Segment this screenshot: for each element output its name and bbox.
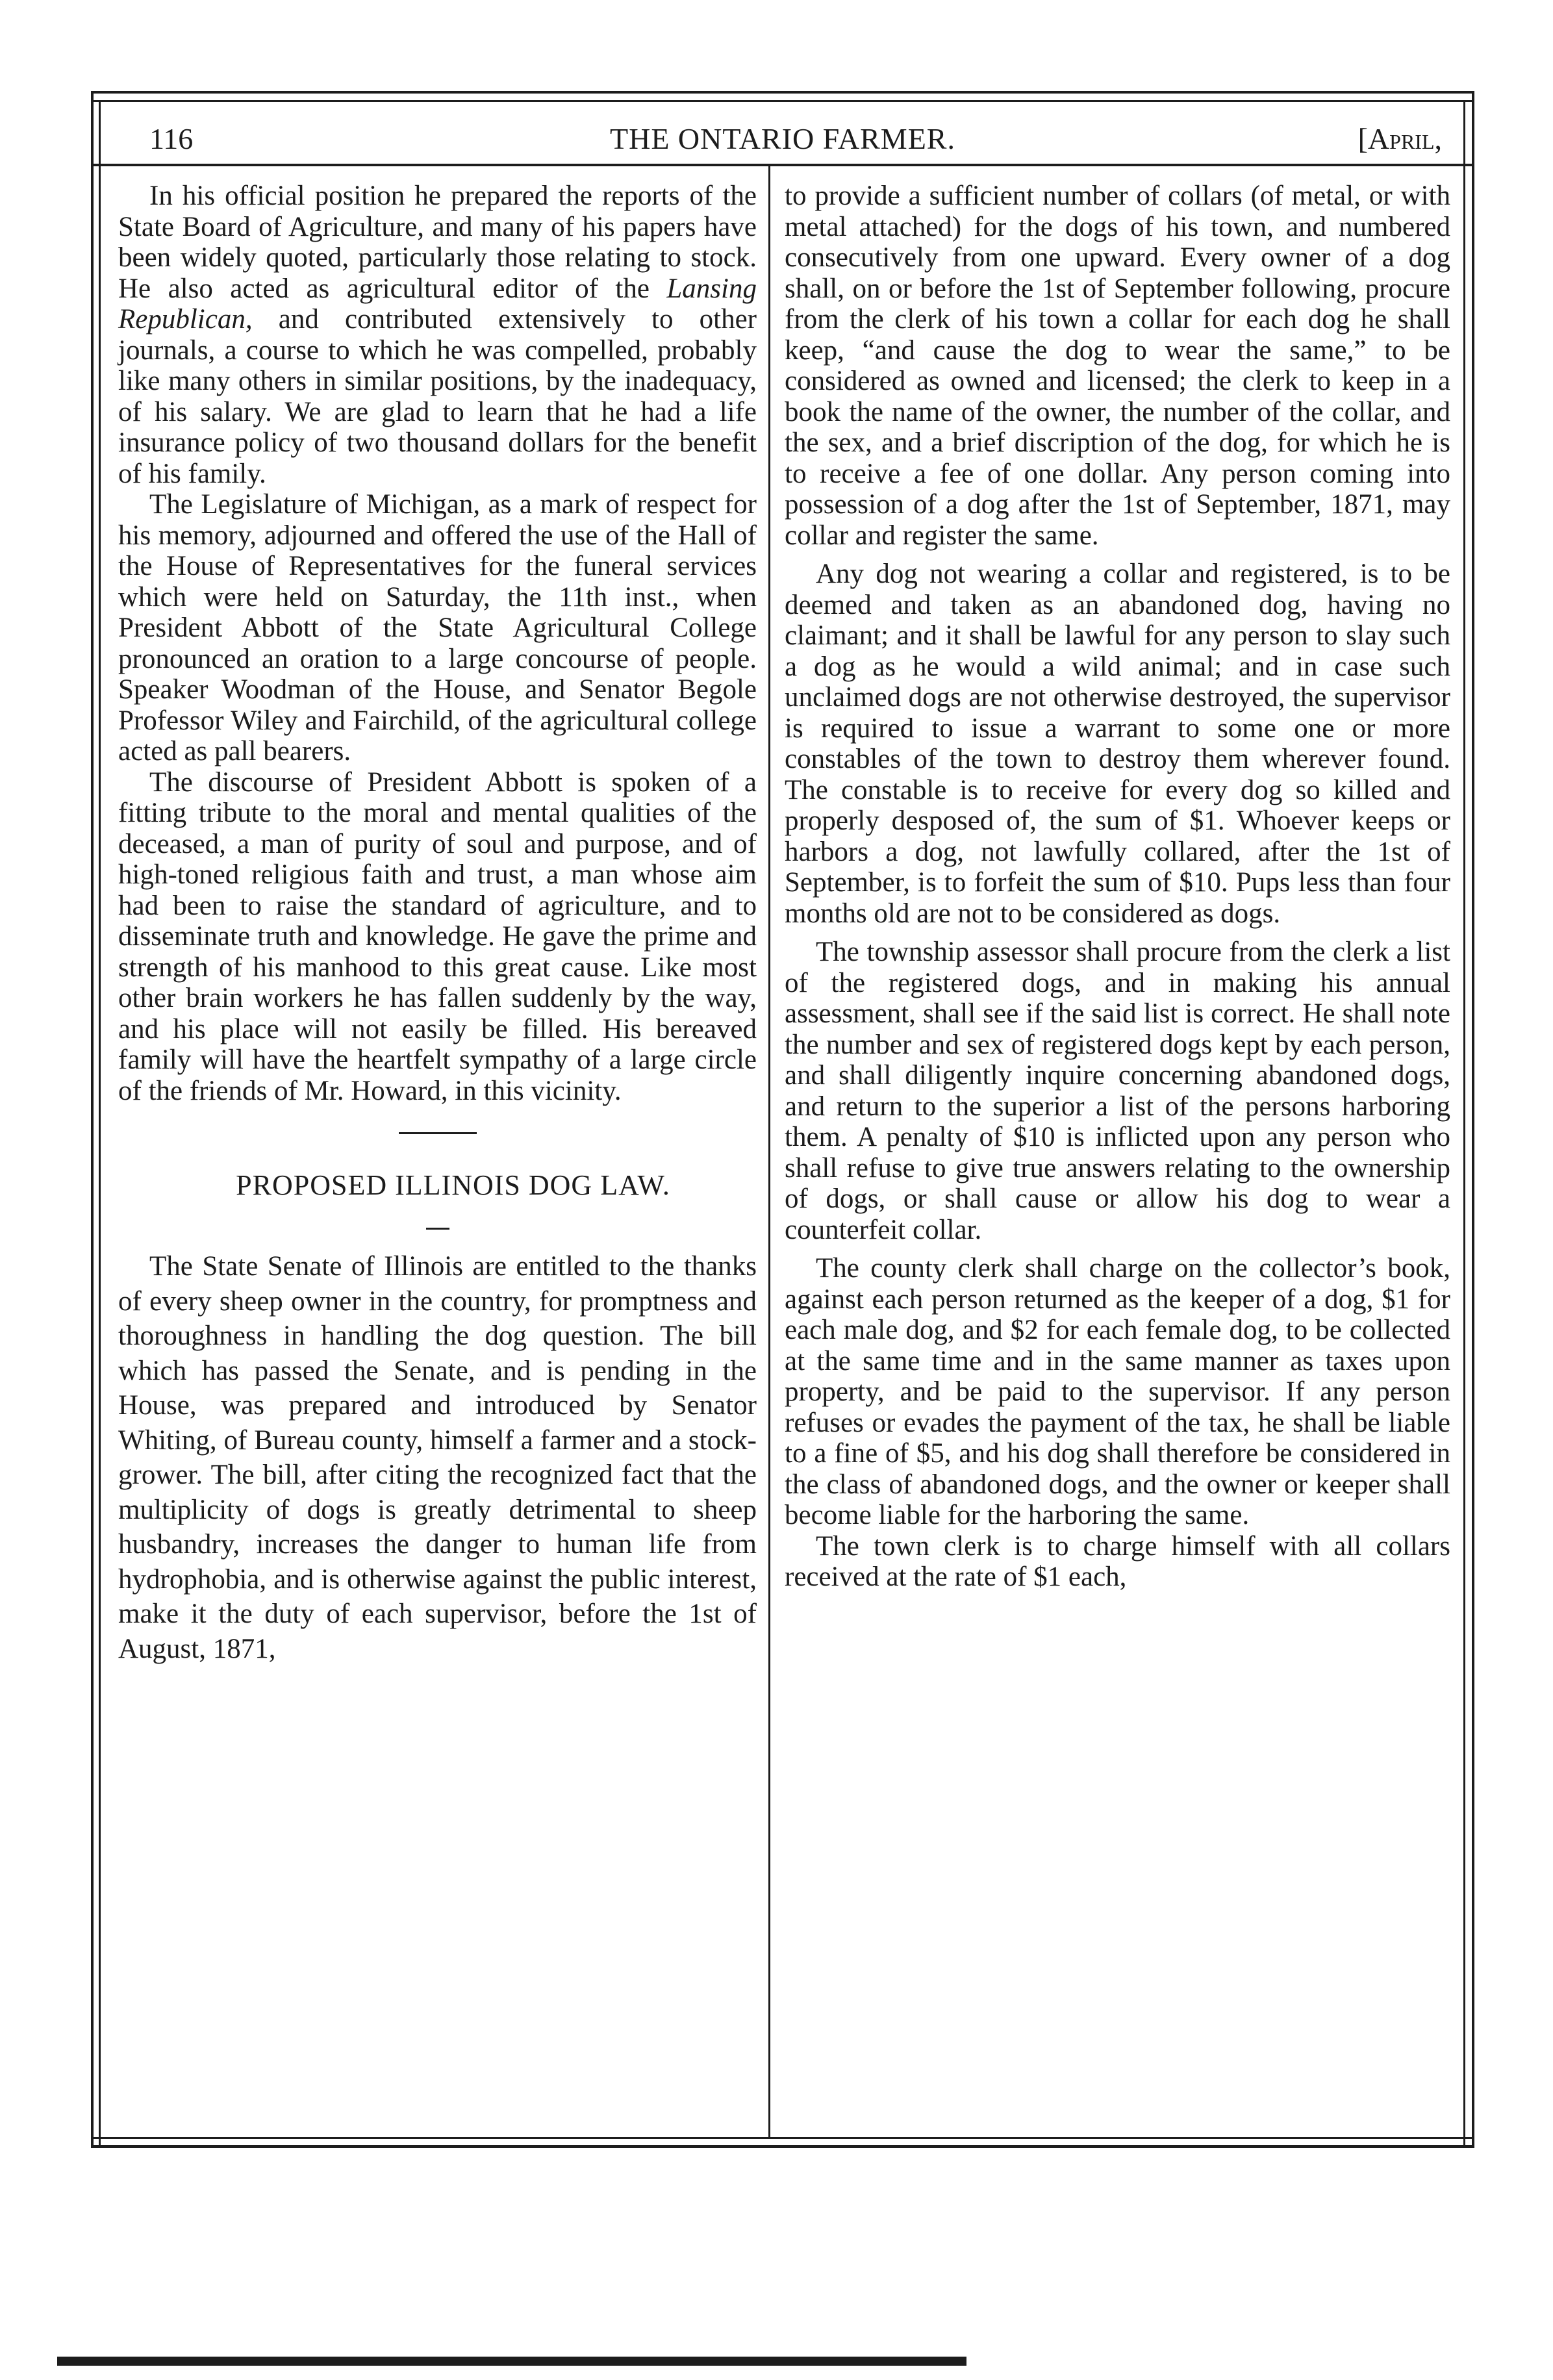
page-frame <box>91 91 1474 2157</box>
obituary-paragraph-1-rest: and contributed extensively to other journals, a course to which he was compelled, probably like many others in similar positions, by the inadequacy, of his salary. We are glad to learn that he had a life insurance policy of two thousand dollars for the benefit of his family. <box>118 304 757 489</box>
obituary-paragraph-2: The Legislature of Michigan, as a mark of respect for his memory, adjourned and offered the use of the Hall of the House of Representatives for the funeral services which were held on Saturday, the 11th inst., when President Abbott of the State Agricultural College pronounced an oration to a large concourse of people. Speaker Woodman of the House, and Senator Begole Professor Wiley and Fairchild, of the agricultural college acted as pall bearers. <box>118 489 757 766</box>
dog-law-paragraph-3: Any dog not wearing a collar and registered, is to be deemed and taken as an abandoned dog, having no claimant; and it shall be lawful for any person to slay such a dog as he would a wild animal; and in case such unclaimed dogs are not otherwise destroyed, the supervisor is required to issue a warrant to some one or more constables of the town to destroy them wherever found. The constable is to receive for every dog so killed and properly desposed of, the sum of $1. Whoever keeps or harbors a dog, not lawfully collared, after the 1st of September, is to forfeit the sum of $10. Pups less than four months old are not to be considered as dogs. <box>785 559 1450 929</box>
top-rule-inner <box>91 100 1474 102</box>
right-column <box>785 181 1450 1593</box>
left-column <box>118 181 757 1666</box>
top-rule-outer <box>91 91 1474 94</box>
dog-law-paragraph-4: The township assessor shall procure from the clerk a list of the registered dogs, and in making his annual assessment, shall see if the said list is correct. He shall note the number and sex of registered dogs kept by each person, and shall diligently inquire concerning abandoned dogs, and return to the superior a list of the persons harboring them. A penalty of $10 is inflicted upon any person who shall refuse to give true answers relating to the ownership of dogs, or shall cause or allow his dog to wear a counterfeit collar. <box>785 937 1450 1245</box>
publication-title: THE ONTARIO FARMER. <box>610 122 955 155</box>
issue-month: [April, <box>1357 122 1442 155</box>
right-border-outer <box>1472 91 1474 2148</box>
bottom-rule-outer <box>91 2145 1474 2148</box>
obituary-paragraph-1-text: In his official position he prepared the reports of the State Board of Agriculture, and many of his papers have been widely quoted, particularly those relating to stock. He also acted as agricultural editor of the <box>118 181 757 304</box>
title-dash <box>426 1228 449 1230</box>
bottom-rule-inner <box>91 2137 1474 2139</box>
obituary-paragraph-3: The discourse of President Abbott is spoken of a fitting tribute to the moral and mental qualities of the deceased, a man of purity of soul and purpose, and of high-toned religious faith and trust, a man whose aim had been to raise the standard of agriculture, and to disseminate truth and knowledge. He gave the prime and strength of his manhood to this great cause. Like most other brain workers he has fallen suddenly by the way, and his place will not easily be filled. His bereaved family will have the heartfelt sympathy of a large circle of the friends of Mr. Howard, in this vicinity. <box>118 766 757 1106</box>
article-body-left <box>118 1249 757 1666</box>
page-header <box>110 103 1455 164</box>
left-border-inner <box>99 100 101 2147</box>
dog-law-paragraph-5: The county clerk shall charge on the collector’s book, against each person returned as the keeper of a dog, $1 for each male dog, and $2 for each female dog, to be collected at the same time and in the same manner as taxes upon property, and be paid to the supervisor. If any person refuses or evades the payment of the tax, he shall be liable to a fine of $5, and his dog shall therefore be considered in the class of abandoned dogs, and the owner or keeper shall become liable for the harboring the same. <box>785 1253 1450 1530</box>
dog-law-paragraph-6: The town clerk is to charge himself with all collars received at the rate of $1 each, <box>785 1530 1450 1592</box>
column-divider <box>768 166 770 2137</box>
dog-law-paragraph-1: The State Senate of Illinois are entitled to the thanks of every sheep owner in the country, for promptness and thoroughness in handling the dog question. The bill which has passed the Senate, and is pending in the House, was prepared and introduced by Senator Whiting, of Bureau county, himself a farmer and a stock-grower. The bill, after citing the recognized fact that the multiplicity of dogs is greatly detrimental to sheep husbandry, increases the danger to human life from hydrophobia, and is otherwise against the public interest, make it the duty of each supervisor, before the 1st of August, 1871, <box>118 1251 757 1664</box>
obituary-paragraph-1 <box>118 181 757 489</box>
scan-edge-mark <box>57 2357 966 2366</box>
section-separator <box>399 1132 477 1134</box>
left-border-outer <box>91 91 94 2148</box>
dog-law-paragraph-2: to provide a sufficient number of collars (of metal, or with metal attached) for the dogs of his town, and numbered consecutively from one upward. Every owner of a dog shall, on or before the 1st of September following, procure from the clerk of his town a collar for each dog he shall keep, “and cause the dog to wear the same,” to be considered as owned and licensed; the clerk to keep in a book the name of the owner, the number of the collar, and the sex, and a brief discription of the dog, for which he is to receive a fee of one dollar. Any person coming into possession of a dog after the 1st of September, 1871, may collar and register the same. <box>785 181 1450 551</box>
page-number: 116 <box>149 122 194 155</box>
newspaper-name: Lansing Republican, <box>118 273 757 335</box>
header-rule <box>91 164 1474 166</box>
right-border-inner <box>1463 100 1465 2147</box>
article-title: PROPOSED ILLINOIS DOG LAW. <box>236 1169 670 1201</box>
